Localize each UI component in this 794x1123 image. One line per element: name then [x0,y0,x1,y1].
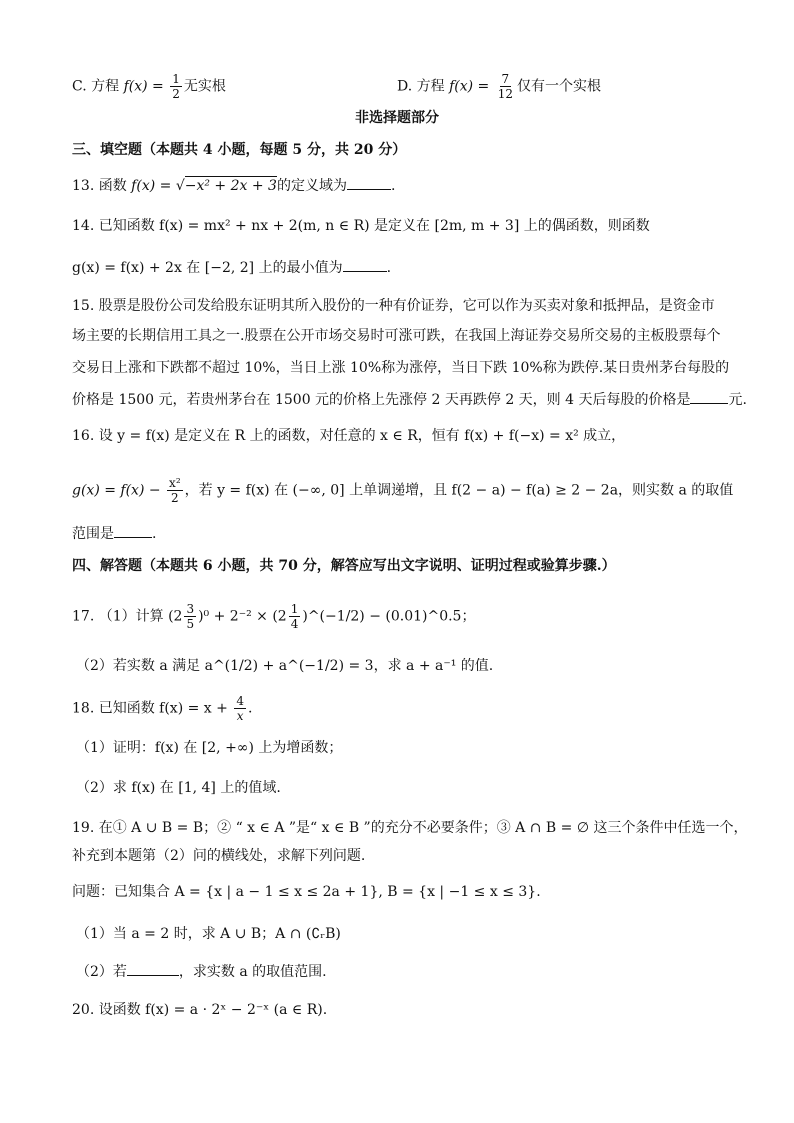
q14-answer-blank[interactable] [343,271,387,272]
question-18-part1: （1）证明：f(x) 在 [2, +∞) 上为增函数； [76,740,343,756]
q13-end: . [390,178,396,194]
option-c-den: 2 [172,87,180,101]
q17-frac2-num: 1 [290,602,299,616]
question-19-line1: 19. 在① A ∪ B = B；② “ x ∈ A ”是“ x ∈ B ”的充分不必要条件；③ A ∩ B = ∅ 这三个条件中任选一个， [72,820,748,836]
question-13 [72,176,395,196]
option-d-den: 12 [497,87,514,101]
option-c [72,72,226,101]
option-d [397,72,601,101]
q18-num: 4 [236,694,244,708]
option-c-tail: 无实根 [183,78,226,95]
q13-answer-blank[interactable] [347,189,391,190]
section4-title: 四、解答题（本题共 6 小题，共 70 分，解答应写出文字说明、证明过程或验算步骤.） [72,558,616,574]
q17-frac1 [184,602,196,631]
q14-end: . [386,260,392,276]
option-d-eq: f(x) = [449,78,490,95]
q16-fraction [167,476,183,505]
q18-text: 18. 已知函数 f(x) = x + [72,700,228,717]
q16-num: x² [169,476,181,490]
question-16-line1: 16. 设 y = f(x) 是定义在 R 上的函数，对任意的 x ∈ R，恒有 f(x) + f(−x) = x² 成立， [72,428,626,444]
q15-line4-text: 价格是 1500 元，若贵州茅台在 1500 元的价格上先涨停 2 天再跌停 2 天，则 4 天后每股的价格是 [72,392,691,408]
q13-sqrt-sign: √ [175,178,185,194]
option-d-num: 7 [501,72,510,86]
section-heading-nonchoice: 非选择题部分 [355,110,439,126]
q17-p2: )⁰ + 2⁻² × (2 [198,608,287,625]
question-15-line3: 交易日上涨和下跌都不超过 10%，当日上涨 10%称为涨停，当日下跌 10%称为跌停.某日贵州茅台每股的 [72,360,730,376]
q17-number: 17. （1）计算 [72,608,164,625]
question-16-line2 [72,476,733,505]
q19-part2-prefix: （2）若 [76,964,127,980]
q17-p1: (2 [168,608,183,625]
question-19-part2 [76,962,327,982]
option-d-label: D. 方程 [397,78,445,95]
q16-g-def: g(x) = f(x) − [72,482,161,499]
option-d-fraction [496,72,515,101]
question-17-part1 [72,602,475,631]
q18-fraction [234,694,246,723]
q16-line3-text: 范围是 [72,526,114,542]
q16-line2-rest: ，若 y = f(x) 在 (−∞, 0] 上单调递增，且 f(2 − a) − f(a) ≥ 2 − 2a，则实数 a 的取值 [184,482,734,499]
question-15-line2: 场主要的长期信用工具之一.股票在公开市场交易时可涨可跌，在我国上海证券交易所交易的主板股票每个 [72,328,721,344]
option-d-tail: 仅有一个实根 [517,78,602,95]
q18-end: . [247,700,253,717]
option-c-fraction [170,72,182,101]
question-14-line1: 14. 已知函数 f(x) = mx² + nx + 2(m, n ∈ R) 是定义在 [2m, m + 3] 上的偶函数，则函数 [72,218,650,234]
q17-frac1-num: 3 [186,602,195,616]
q15-end: 元. [728,392,747,408]
q13-radicand: −x² + 2x + 3 [184,178,277,194]
question-19-part1: （1）当 a = 2 时，求 A ∪ B；A ∩ (∁ᵣB) [76,926,341,942]
q19-part2-suffix: ，求实数 a 的取值范围. [178,964,327,980]
section3-title: 三、填空题（本题共 4 小题，每题 5 分，共 20 分） [72,142,407,158]
q17-p3: )^(−1/2) − (0.01)^0.5； [302,608,476,625]
q14-line2-text: g(x) = f(x) + 2x 在 [−2, 2] 上的最小值为 [72,260,343,276]
q15-answer-blank[interactable] [690,403,728,404]
question-15-line4 [72,390,747,410]
q19-condition-blank[interactable] [127,975,179,976]
question-14-line2 [72,258,391,278]
q13-tail: 的定义域为 [276,178,347,194]
q16-den: 2 [171,491,179,505]
q17-frac2-den: 4 [290,617,299,631]
q13-function: f(x) = [131,178,172,194]
question-16-line3 [72,524,156,544]
q18-den: x [236,709,244,723]
option-c-eq: f(x) = [123,78,164,95]
option-c-num: 1 [172,72,180,86]
q17-frac2 [289,602,301,631]
q17-frac1-den: 5 [186,617,195,631]
q13-number: 13. [72,178,95,194]
question-17-part2: （2）若实数 a 满足 a^(1/2) + a^(−1/2) = 3，求 a + a⁻¹ 的值. [76,658,494,674]
option-c-label: C. 方程 [72,78,120,95]
q16-answer-blank[interactable] [114,537,152,538]
question-18 [72,694,252,723]
q16-end: . [152,526,157,542]
question-19-line2: 补充到本题第（2）问的横线处，求解下列问题. [72,848,366,864]
question-20: 20. 设函数 f(x) = a · 2ˣ − 2⁻ˣ (a ∈ R). [72,1002,328,1018]
question-19-line3: 问题：已知集合 A = {x | a − 1 ≤ x ≤ 2a + 1}, B = {x | −1 ≤ x ≤ 3}. [72,884,541,900]
question-15-line1: 15. 股票是股份公司发给股东证明其所入股份的一种有价证券，它可以作为买卖对象和抵押品，是资金市 [72,298,715,314]
question-18-part2: （2）求 f(x) 在 [1, 4] 上的值域. [76,780,281,796]
q13-prefix: 函数 [98,178,127,194]
